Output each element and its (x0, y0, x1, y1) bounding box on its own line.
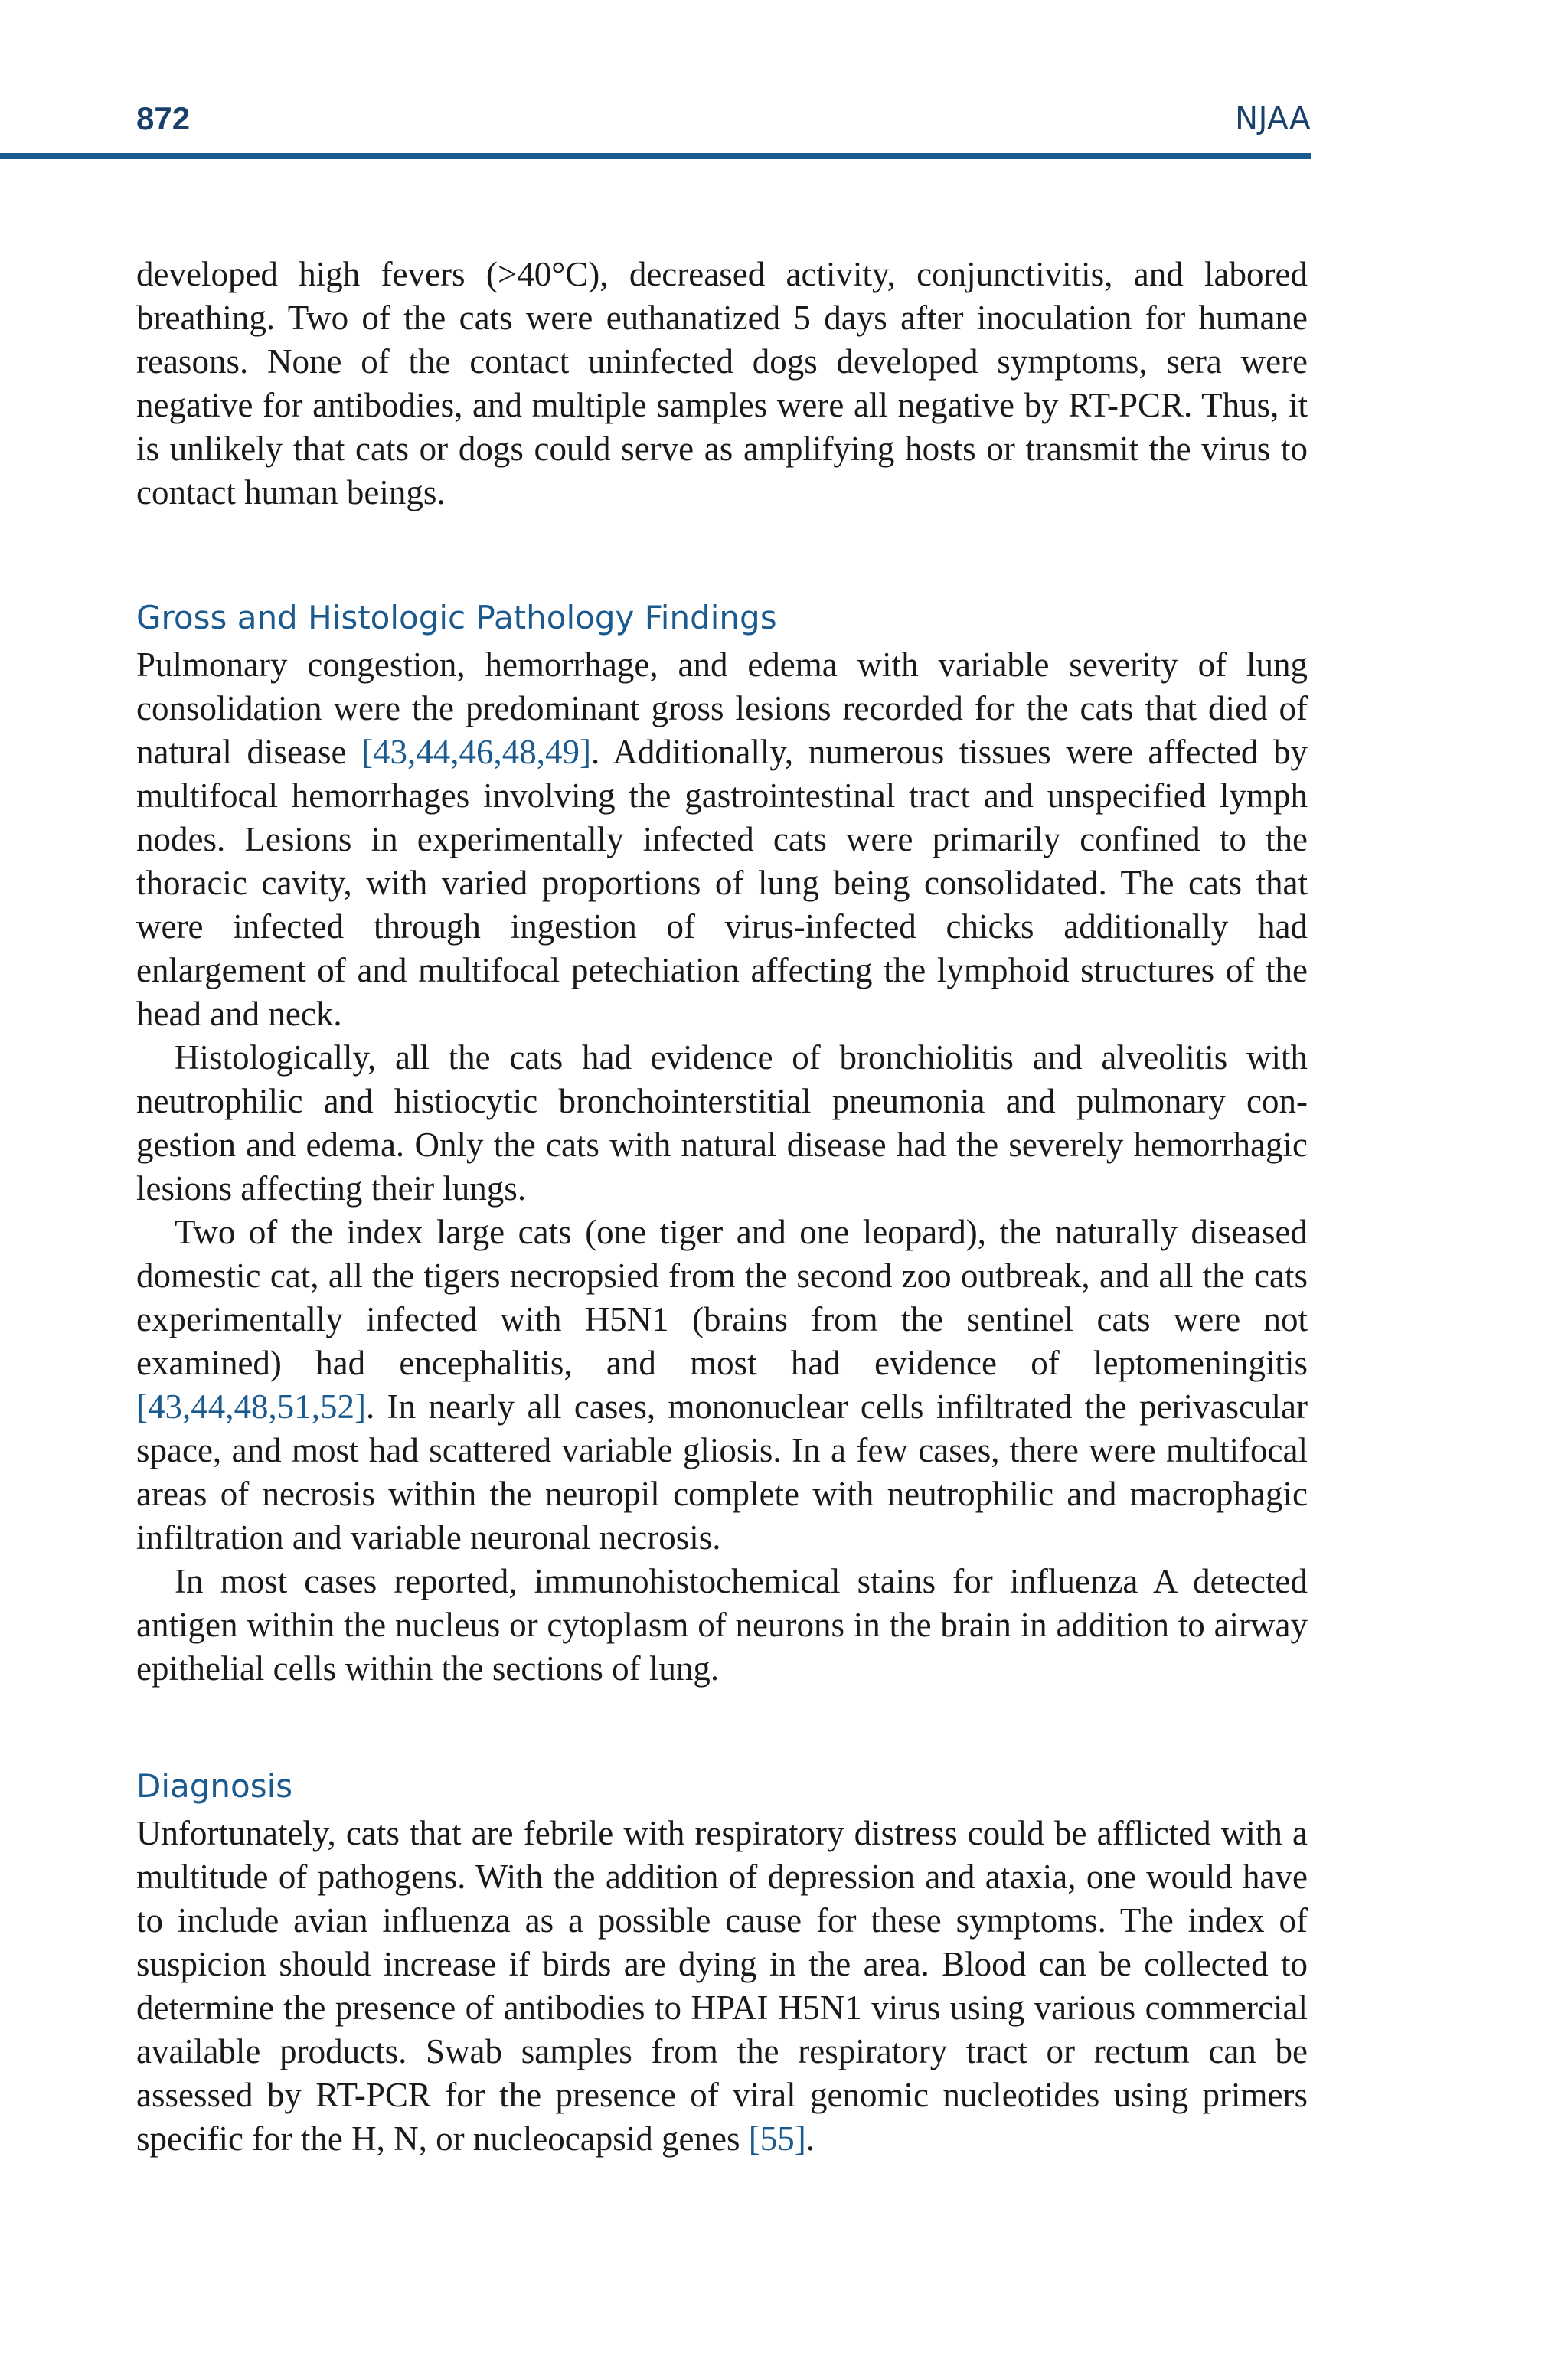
pathology-p1-text-a: Pulmonary congestion, hemorrhage, and edema with variable severity of lung consolidation were the predominant gross lesions recorded for the cats that died of natural disease (136, 645, 1308, 771)
pathology-paragraph-1 (136, 643, 1308, 1036)
heading-pathology: Gross and Histologic Pathology Findings (136, 599, 777, 636)
header-rule (0, 153, 1311, 159)
pathology-paragraph-4: In most cases reported, immunohistochemical stains for influenza A detected antigen within the nucleus or cytoplasm of neurons in the brain in addition to airway epithelial cells within the sections of lung. (136, 1562, 1308, 1688)
page-number: 872 (136, 100, 191, 136)
intro-paragraph-block (136, 253, 1308, 515)
intro-paragraph: developed high fevers (>40°C), decreased activity, conjunctivitis, and labored breathing. Two of the cats were euthanatized 5 days after inoculation for humane reasons. None of the contact uninfected dogs developed symptoms, sera were negative for antibodies, and multiple samples were all negative by RT-PCR. Thus, it is unlikely that cats or dogs could serve as amplifying hosts or transmit the virus to contact human beings. (136, 255, 1308, 511)
pathology-section-body (136, 643, 1308, 1691)
citation-link[interactable]: [55] (748, 2119, 806, 2158)
pathology-p3-text-a: Two of the index large cats (one tiger and one leopard), the naturally diseased domestic cat, all the tigers necropsied from the second zoo outbreak, and all the cats experimentally infected with H5N1 (brains from the sentinel cats were not examined) had encephalitis, and most had evidence of leptomeningitis (136, 1213, 1308, 1382)
citation-link[interactable]: [43,44,46,48,49] (361, 733, 592, 771)
diagnosis-p1-text-b: . (805, 2119, 815, 2158)
pathology-paragraph-2: Histologically, all the cats had evidence of bronchiolitis and alveolitis with neutrophilic and histiocytic bronchointerstitial pneumonia and pulmonary congestion and edema. Only the cats with natural disease had the severely hemorrhagic lesions affecting their lungs. (136, 1038, 1308, 1208)
pathology-p3-text-b: . In nearly all cases, mononuclear cells infiltrated the perivascular space, and most had scattered variable gliosis. In a few cases, there were multifocal areas of necrosis within the neuropil complete with neutrophilic and macrophagic infiltration and variable neuronal necrosis. (136, 1387, 1308, 1557)
heading-diagnosis: Diagnosis (136, 1767, 293, 1805)
pathology-p1-text-b: . Additionally, numerous tissues were affected by multifocal hemorrhages involving the gastrointestinal tract and unspecified lymph nodes. Lesions in experimentally infected cats were primarily confined to the thoracic cavity, with varied proportions of lung being consolidated. The cats that were infected through ingestion of virus-infected chicks additionally had enlargement of and multifocal petechiation affecting the lymphoid structures of the head and neck. (136, 733, 1308, 1033)
journal-title: NJAA (1235, 101, 1311, 136)
diagnosis-p1-text-a: Unfortunately, cats that are febrile with respiratory distress could be afflicted with a multitude of pathogens. With the addition of depression and ataxia, one would have to include avian influenza as a possible cause for these symptoms. The index of suspicion should increase if birds are dying in the area. Blood can be collected to determine the presence of antibodies to HPAI H5N1 virus using various commercial available products. Swab samples from the respiratory tract or rectum can be assessed by RT-PCR for the presence of viral genomic nucleotides using primers specific for the H, N, or nucleocapsid genes (136, 1814, 1308, 2158)
diagnosis-section-body (136, 1812, 1308, 2161)
diagnosis-paragraph-1 (136, 1812, 1308, 2161)
citation-link[interactable]: [43,44,48,51,52] (136, 1387, 366, 1426)
pathology-paragraph-3 (136, 1211, 1308, 1560)
running-header (0, 98, 1311, 139)
